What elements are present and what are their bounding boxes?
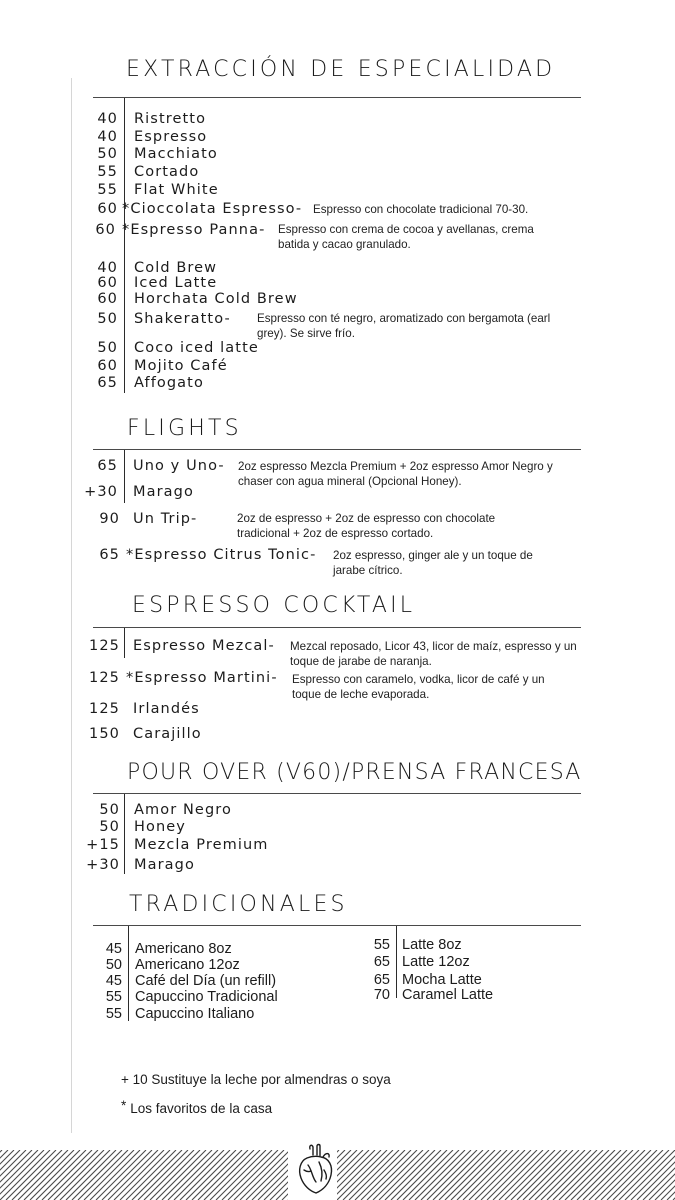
item-price: 60 bbox=[97, 291, 118, 307]
hatch-stroke bbox=[0, 1150, 20, 1200]
menu-item-extraccion bbox=[0, 375, 675, 415]
section-rule-extraccion bbox=[93, 97, 581, 98]
item-price: 50 bbox=[97, 311, 118, 327]
item-name: *Cioccolata Espresso- bbox=[122, 201, 303, 217]
item-name: Mocha Latte bbox=[402, 972, 482, 988]
section-title-tradicionales: TRADICIONALES bbox=[129, 892, 348, 917]
item-name: *Espresso Martini- bbox=[126, 670, 278, 686]
item-name: Flat White bbox=[134, 182, 219, 198]
hatch-stroke bbox=[643, 1150, 675, 1200]
item-price: 90 bbox=[99, 511, 120, 527]
item-price: 50 bbox=[99, 802, 120, 818]
item-price: 70 bbox=[373, 987, 390, 1003]
section-title-pourover: POUR OVER (V60)/PRENSA FRANCESA bbox=[127, 760, 582, 785]
item-name: Mezcla Premium bbox=[134, 837, 269, 853]
item-price: +30 bbox=[84, 484, 118, 500]
section-rule-flights bbox=[93, 449, 581, 450]
item-description: Espresso con té negro, aromatizado con bergamota (earl grey). Se sirve frío. bbox=[257, 312, 551, 340]
menu-item-pourover bbox=[0, 857, 675, 897]
item-price: 55 bbox=[97, 164, 118, 180]
item-price: 125 bbox=[89, 638, 120, 654]
item-name: Americano 12oz bbox=[135, 957, 240, 973]
item-name: Capuccino Italiano bbox=[135, 1006, 255, 1022]
menu-item-tradicionales bbox=[0, 987, 675, 1005]
menu-item-cocktail bbox=[0, 726, 675, 766]
menu-item-extraccion bbox=[0, 222, 675, 262]
item-name: Caramel Latte bbox=[402, 987, 494, 1003]
item-price: 60 bbox=[95, 222, 116, 238]
favorites-asterisk: * bbox=[121, 1098, 127, 1113]
item-name: Cold Brew bbox=[134, 260, 218, 276]
item-price: 150 bbox=[89, 726, 120, 742]
item-name: Affogato bbox=[134, 375, 204, 391]
item-name: *Espresso Panna- bbox=[122, 222, 266, 238]
item-name: Capuccino Tradicional bbox=[135, 989, 278, 1005]
section-title-extraccion: EXTRACCIÓN DE ESPECIALIDAD bbox=[126, 57, 556, 82]
item-price: 55 bbox=[105, 989, 122, 1005]
item-price: 55 bbox=[373, 937, 390, 953]
item-price: 50 bbox=[97, 340, 118, 356]
item-price: +30 bbox=[86, 857, 120, 873]
item-price: 65 bbox=[373, 954, 390, 970]
note-favorites bbox=[121, 1098, 273, 1116]
item-name: Macchiato bbox=[134, 146, 218, 162]
item-name: Ristretto bbox=[134, 111, 207, 127]
hatch-stroke bbox=[337, 1150, 357, 1200]
item-price: 65 bbox=[99, 547, 120, 563]
item-name: Marago bbox=[133, 484, 194, 500]
item-description: 2oz espresso, ginger ale y un toque de jarabe cítrico. bbox=[333, 549, 533, 577]
item-price: 50 bbox=[105, 957, 122, 973]
item-description: Espresso con crema de cocoa y avellanas, crema batida y cacao granulado. bbox=[278, 223, 534, 251]
item-price: 125 bbox=[89, 670, 120, 686]
section-rule-tradicionales bbox=[93, 925, 581, 926]
item-name: Coco iced latte bbox=[134, 340, 259, 356]
item-name: Un Trip- bbox=[133, 511, 198, 527]
item-name: Carajillo bbox=[133, 726, 202, 742]
item-name: Uno y Uno- bbox=[133, 458, 225, 474]
item-name: Amor Negro bbox=[134, 802, 232, 818]
item-name: Horchata Cold Brew bbox=[134, 291, 298, 307]
footer-pattern-left bbox=[0, 1150, 288, 1200]
item-description: 2oz de espresso + 2oz de espresso con chocolate tradicional + 2oz de espresso cortado. bbox=[237, 512, 496, 540]
hatch-stroke bbox=[337, 1150, 369, 1200]
item-price: 60 bbox=[97, 275, 118, 291]
menu-item-flights bbox=[0, 547, 675, 587]
section-rule-pourover bbox=[93, 793, 581, 794]
item-name: Honey bbox=[134, 819, 186, 835]
item-description: Mezcal reposado, Licor 43, licor de maíz, espresso y un toque de jarabe de naranja. bbox=[290, 640, 577, 668]
footer-pattern-right bbox=[337, 1150, 675, 1200]
item-name: Latte 12oz bbox=[402, 954, 470, 970]
item-price: 55 bbox=[105, 1006, 122, 1022]
item-name: Espresso Mezcal- bbox=[133, 638, 275, 654]
item-price: 65 bbox=[97, 375, 118, 391]
item-price: 45 bbox=[105, 941, 122, 957]
menu-item-tradicionales bbox=[0, 954, 675, 972]
section-rule-cocktail bbox=[93, 627, 581, 628]
item-price: 40 bbox=[97, 129, 118, 145]
item-name: Iced Latte bbox=[134, 275, 218, 291]
item-price: 55 bbox=[97, 182, 118, 198]
item-price: 50 bbox=[97, 146, 118, 162]
item-name: Mojito Café bbox=[134, 358, 228, 374]
note-milk-substitution: + 10 Sustituye la leche por almendras o soya bbox=[121, 1072, 391, 1087]
item-price: 40 bbox=[97, 111, 118, 127]
item-price: 125 bbox=[89, 701, 120, 717]
section-title-flights: FLIGHTS bbox=[127, 416, 242, 441]
menu-item-tradicionales bbox=[0, 937, 675, 955]
item-name: *Espresso Citrus Tonic- bbox=[126, 547, 317, 563]
item-price: 40 bbox=[97, 260, 118, 276]
menu-item-tradicionales bbox=[0, 1006, 675, 1024]
item-name: Shakeratto- bbox=[134, 311, 231, 327]
hatch-stroke bbox=[270, 1150, 288, 1200]
item-name: Marago bbox=[134, 857, 195, 873]
hatch-stroke bbox=[655, 1150, 675, 1200]
item-name: Café del Día (un refill) bbox=[135, 973, 277, 989]
item-price: 65 bbox=[373, 972, 390, 988]
item-name: Espresso bbox=[134, 129, 208, 145]
hatch-stroke bbox=[0, 1150, 32, 1200]
item-name: Americano 8oz bbox=[135, 941, 232, 957]
item-price: 50 bbox=[99, 819, 120, 835]
item-price: 65 bbox=[97, 458, 118, 474]
item-price: +15 bbox=[86, 837, 120, 853]
item-name: Irlandés bbox=[133, 701, 200, 717]
item-description: Espresso con chocolate tradicional 70-30. bbox=[313, 203, 529, 216]
item-price: 45 bbox=[105, 973, 122, 989]
anatomical-heart-icon bbox=[296, 1143, 336, 1195]
item-name: Latte 8oz bbox=[402, 937, 462, 953]
item-name: Cortado bbox=[134, 164, 200, 180]
item-price: 60 bbox=[97, 201, 118, 217]
item-description: Espresso con caramelo, vodka, licor de café y un toque de leche evaporada. bbox=[292, 673, 545, 701]
favorites-label: Los favoritos de la casa bbox=[130, 1101, 273, 1116]
item-price: 60 bbox=[97, 358, 118, 374]
menu-item-flights bbox=[0, 511, 675, 551]
section-title-cocktail: ESPRESSO COCKTAIL bbox=[132, 593, 416, 618]
item-description: 2oz espresso Mezcla Premium + 2oz espresso Amor Negro y chaser con agua mineral (Opcional Honey). bbox=[238, 460, 553, 488]
